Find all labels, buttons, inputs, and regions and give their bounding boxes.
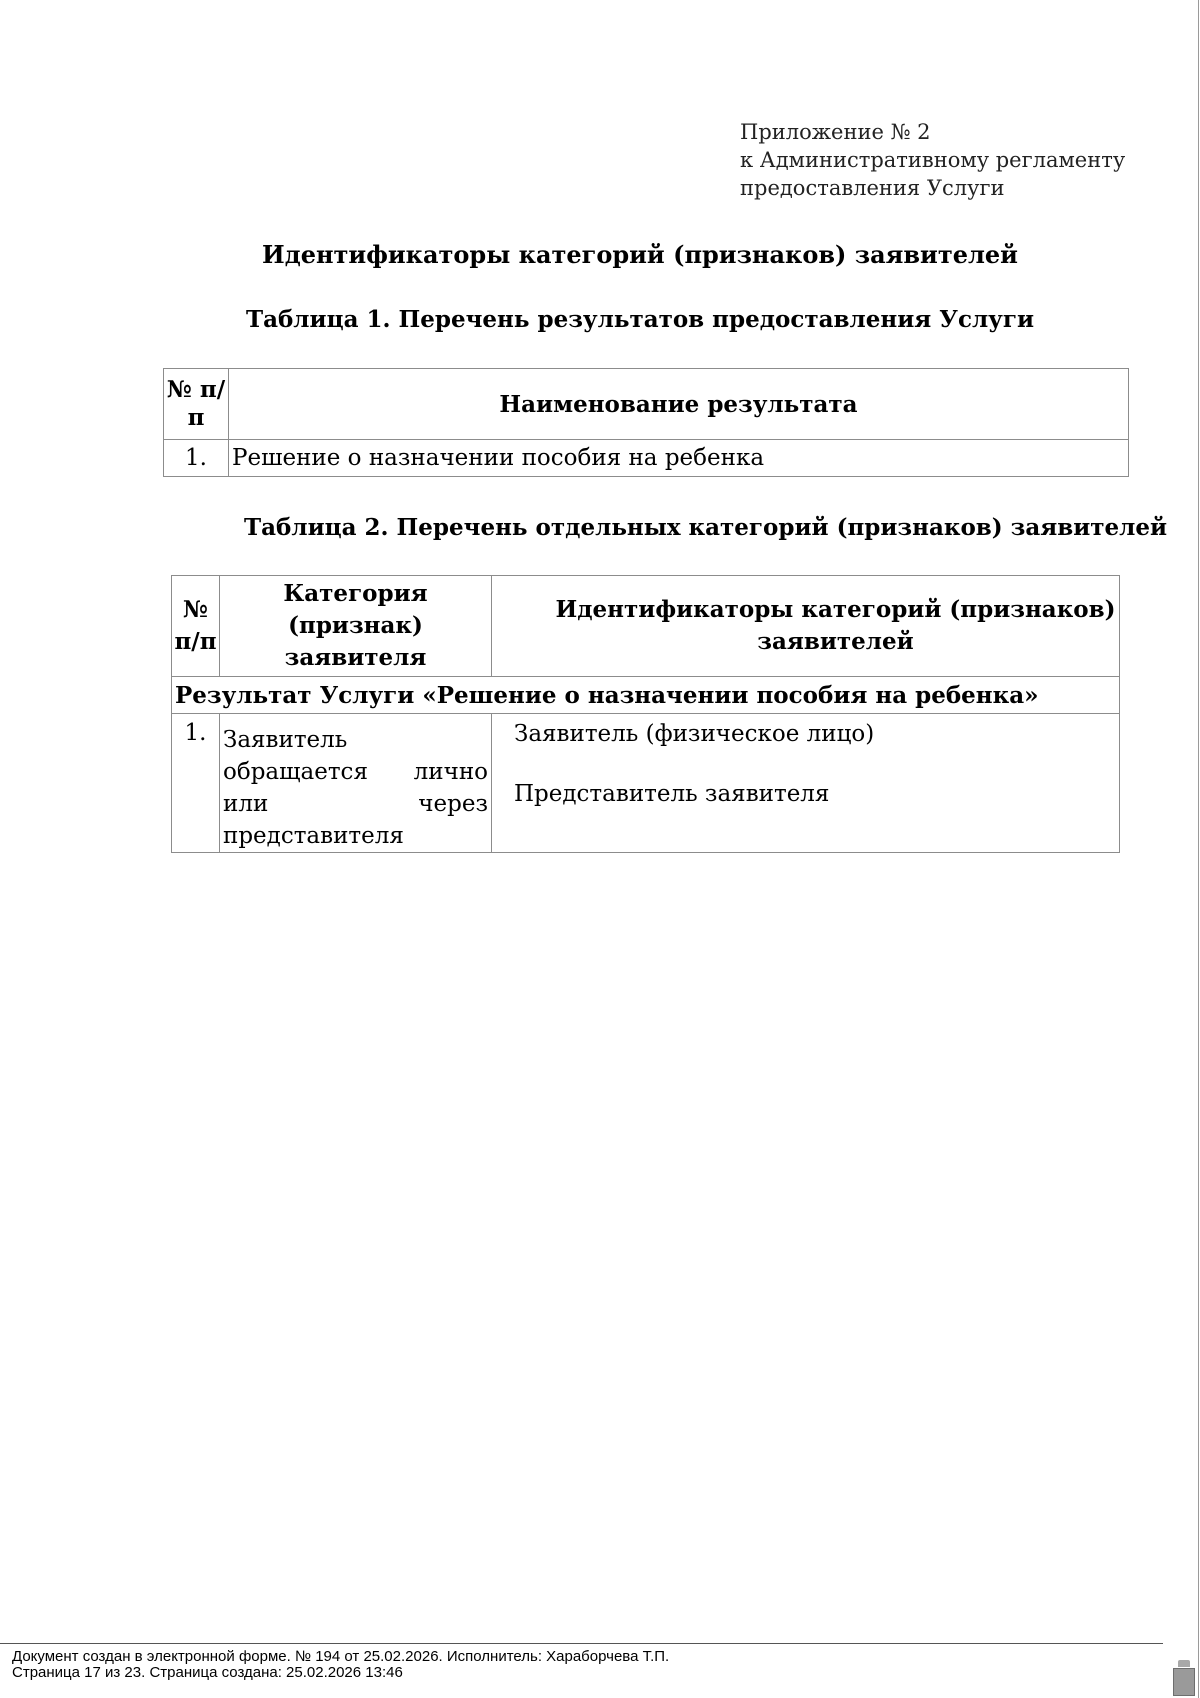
header-number: № п/п: [172, 576, 220, 677]
row-category: Заявитель обращается лично или через представителя: [220, 714, 492, 853]
table1-title: Таблица 1. Перечень результатов предоставления Услуги: [245, 306, 1035, 333]
coat-of-arms-icon-crown: [1178, 1660, 1190, 1667]
group-row-label: Результат Услуги «Решение о назначении пособия на ребенка»: [172, 677, 1120, 714]
appendix-line-3: предоставления Услуги: [740, 176, 1005, 200]
row-number: 1.: [172, 714, 220, 853]
table-header-row: [164, 369, 1129, 440]
appendix-line-2: к Административному регламенту: [740, 148, 1126, 172]
footer-line-1: Документ создан в электронной форме. № 194 от 25.02.2026. Исполнитель: Хараборчева Т.П.: [12, 1648, 670, 1665]
table-row: [172, 714, 1120, 853]
coat-of-arms-icon: [1173, 1668, 1195, 1696]
identifier-item: Представитель заявителя: [514, 781, 830, 807]
header-identifiers: Идентификаторы категорий (признаков) заявителей: [492, 576, 1120, 677]
table-header-row: [172, 576, 1120, 677]
row-number: 1.: [164, 440, 229, 477]
group-row: [172, 677, 1120, 714]
footer-line-2: Страница 17 из 23. Страница создана: 25.02.2026 13:46: [12, 1664, 403, 1681]
row-result-name: Решение о назначении пособия на ребенка: [229, 440, 1129, 477]
identifier-item: Заявитель (физическое лицо): [514, 721, 875, 747]
results-table: [163, 368, 1129, 477]
applicant-categories-table: [171, 575, 1120, 853]
appendix-note: [740, 118, 1125, 202]
row-identifiers: [492, 714, 1120, 853]
header-result-name: Наименование результата: [229, 369, 1129, 440]
table2-title: Таблица 2. Перечень отдельных категорий (признаков) заявителей: [244, 514, 1168, 541]
appendix-line-1: Приложение № 2: [740, 120, 931, 144]
document-title: Идентификаторы категорий (признаков) заявителей: [262, 240, 1018, 269]
table-row: [164, 440, 1129, 477]
footer: [12, 1649, 669, 1681]
footer-divider: [0, 1643, 1163, 1644]
header-number: № п/п: [164, 369, 229, 440]
header-category: Категория (признак) заявителя: [220, 576, 492, 677]
